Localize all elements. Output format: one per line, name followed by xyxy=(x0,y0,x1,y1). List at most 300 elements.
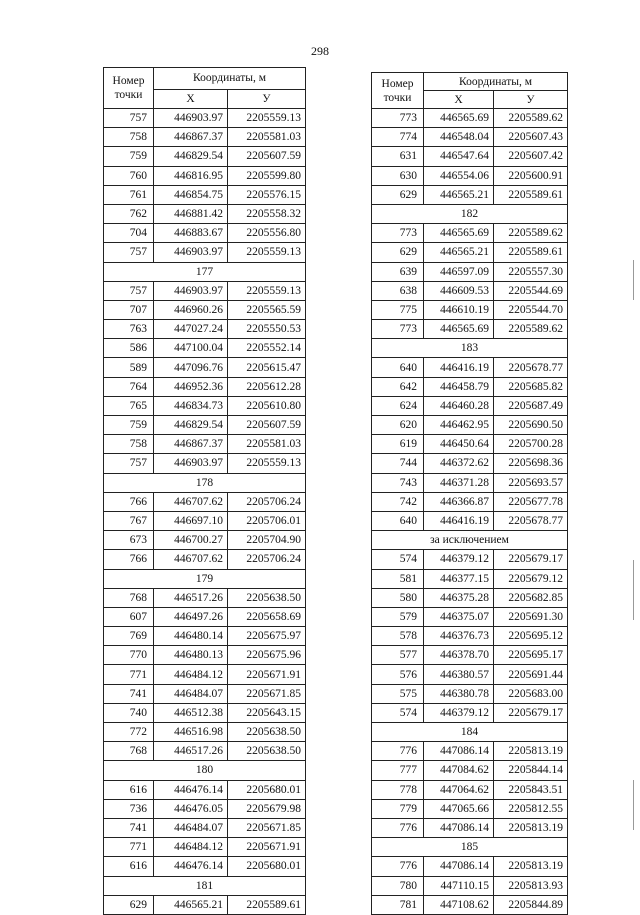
x-coordinate-cell: 446854.75 xyxy=(154,185,228,204)
x-coordinate-cell: 446512.38 xyxy=(154,703,228,722)
x-coordinate-cell: 447084.62 xyxy=(424,761,494,780)
table-row xyxy=(104,396,306,415)
table-row xyxy=(104,723,306,742)
point-number-cell: 629 xyxy=(104,895,154,914)
x-coordinate-cell: 446484.07 xyxy=(154,684,228,703)
page-number: 298 xyxy=(311,44,329,58)
table-row xyxy=(104,109,306,128)
section-label: 178 xyxy=(104,473,306,492)
section-row xyxy=(104,569,306,588)
table-row xyxy=(104,358,306,377)
point-number-cell: 707 xyxy=(104,300,154,319)
table-row xyxy=(372,780,568,799)
x-coordinate-cell: 446476.14 xyxy=(154,857,228,876)
x-coordinate-cell: 446458.79 xyxy=(424,377,494,396)
x-coordinate-cell: 446609.53 xyxy=(424,281,494,300)
y-coordinate-cell: 2205589.61 xyxy=(494,185,568,204)
table-row xyxy=(104,300,306,319)
x-coordinate-cell: 447086.14 xyxy=(424,742,494,761)
table-row xyxy=(104,416,306,435)
x-coordinate-cell: 447086.14 xyxy=(424,857,494,876)
y-coordinate-cell: 2205695.12 xyxy=(494,627,568,646)
y-coordinate-cell: 2205559.13 xyxy=(228,454,306,473)
x-coordinate-cell: 446480.14 xyxy=(154,627,228,646)
y-coordinate-cell: 2205679.12 xyxy=(494,569,568,588)
table-row xyxy=(372,128,568,147)
y-coordinate-cell: 2205700.28 xyxy=(494,435,568,454)
table-row xyxy=(104,185,306,204)
scan-edge-mark xyxy=(633,560,634,620)
x-coordinate-cell: 446834.73 xyxy=(154,396,228,415)
table-row xyxy=(372,492,568,511)
x-coordinate-cell: 447108.62 xyxy=(424,895,494,914)
table-row xyxy=(372,243,568,262)
table-row xyxy=(104,742,306,761)
table-row xyxy=(372,761,568,780)
point-number-cell: 776 xyxy=(372,857,424,876)
table-row xyxy=(104,780,306,799)
x-coordinate-cell: 446881.42 xyxy=(154,204,228,223)
table-row xyxy=(372,511,568,530)
x-coordinate-cell: 446707.62 xyxy=(154,492,228,511)
x-coordinate-cell: 446565.21 xyxy=(424,243,494,262)
table-row xyxy=(104,224,306,243)
y-coordinate-cell: 2205565.59 xyxy=(228,300,306,319)
point-number-cell: 757 xyxy=(104,454,154,473)
section-row xyxy=(372,838,568,857)
y-coordinate-cell: 2205677.78 xyxy=(494,492,568,511)
y-coordinate-cell: 2205581.03 xyxy=(228,128,306,147)
point-number-cell: 619 xyxy=(372,435,424,454)
y-coordinate-cell: 2205658.69 xyxy=(228,607,306,626)
table-row xyxy=(372,147,568,166)
point-number-cell: 768 xyxy=(104,742,154,761)
point-number-cell: 576 xyxy=(372,665,424,684)
table-row xyxy=(104,550,306,569)
x-coordinate-cell: 446379.12 xyxy=(424,550,494,569)
x-coordinate-cell: 446377.15 xyxy=(424,569,494,588)
x-coordinate-cell: 446484.07 xyxy=(154,818,228,837)
x-coordinate-cell: 446867.37 xyxy=(154,435,228,454)
coordinates-table-right xyxy=(371,72,568,915)
point-number-cell: 776 xyxy=(372,818,424,837)
y-coordinate-cell: 2205589.62 xyxy=(494,320,568,339)
y-coordinate-cell: 2205680.01 xyxy=(228,857,306,876)
x-coordinate-cell: 447064.62 xyxy=(424,780,494,799)
x-coordinate-cell: 447086.14 xyxy=(424,818,494,837)
y-coordinate-cell: 2205599.80 xyxy=(228,166,306,185)
point-number-cell: 780 xyxy=(372,876,424,895)
y-coordinate-cell: 2205600.91 xyxy=(494,166,568,185)
table-row xyxy=(372,646,568,665)
point-number-cell: 772 xyxy=(104,723,154,742)
point-number-cell: 774 xyxy=(372,128,424,147)
point-number-cell: 673 xyxy=(104,531,154,550)
x-coordinate-cell: 446516.98 xyxy=(154,723,228,742)
table-row xyxy=(372,224,568,243)
y-coordinate-cell: 2205581.03 xyxy=(228,435,306,454)
x-coordinate-cell: 446565.69 xyxy=(424,224,494,243)
point-number-cell: 758 xyxy=(104,128,154,147)
point-number-cell: 768 xyxy=(104,588,154,607)
point-number-cell: 757 xyxy=(104,109,154,128)
point-number-cell: 770 xyxy=(104,646,154,665)
table-row xyxy=(104,377,306,396)
point-number-cell: 773 xyxy=(372,109,424,128)
section-label: 182 xyxy=(372,204,568,223)
point-number-cell: 766 xyxy=(104,492,154,511)
y-coordinate-cell: 2205675.96 xyxy=(228,646,306,665)
table-row xyxy=(104,492,306,511)
y-coordinate-cell: 2205679.98 xyxy=(228,799,306,818)
section-label: 180 xyxy=(104,761,306,780)
point-number-cell: 616 xyxy=(104,780,154,799)
table-row xyxy=(104,281,306,300)
x-coordinate-cell: 446867.37 xyxy=(154,128,228,147)
x-coordinate-cell: 446476.05 xyxy=(154,799,228,818)
x-coordinate-cell: 446476.14 xyxy=(154,780,228,799)
y-coordinate-cell: 2205607.43 xyxy=(494,128,568,147)
table-row xyxy=(104,128,306,147)
point-number-cell: 773 xyxy=(372,320,424,339)
table-row xyxy=(104,147,306,166)
section-label: 179 xyxy=(104,569,306,588)
x-coordinate-cell: 446816.95 xyxy=(154,166,228,185)
y-coordinate-cell: 2205559.13 xyxy=(228,243,306,262)
y-coordinate-cell: 2205679.17 xyxy=(494,703,568,722)
x-coordinate-cell: 446517.26 xyxy=(154,742,228,761)
table-row xyxy=(372,876,568,895)
x-coordinate-cell: 446484.12 xyxy=(154,838,228,857)
y-coordinate-cell: 2205589.61 xyxy=(494,243,568,262)
section-row xyxy=(104,876,306,895)
point-number-cell: 771 xyxy=(104,838,154,857)
y-coordinate-cell: 2205706.01 xyxy=(228,511,306,530)
table-row xyxy=(372,454,568,473)
x-coordinate-cell: 446565.21 xyxy=(424,185,494,204)
y-coordinate-cell: 2205558.32 xyxy=(228,204,306,223)
y-coordinate-cell: 2205813.19 xyxy=(494,857,568,876)
section-label: 181 xyxy=(104,876,306,895)
y-coordinate-cell: 2205638.50 xyxy=(228,742,306,761)
x-coordinate-cell: 446484.12 xyxy=(154,665,228,684)
y-coordinate-cell: 2205690.50 xyxy=(494,416,568,435)
section-row xyxy=(372,204,568,223)
point-number-cell: 742 xyxy=(372,492,424,511)
y-coordinate-cell: 2205607.59 xyxy=(228,147,306,166)
x-coordinate-cell: 446416.19 xyxy=(424,511,494,530)
point-number-cell: 740 xyxy=(104,703,154,722)
y-coordinate-cell: 2205678.77 xyxy=(494,358,568,377)
table-row xyxy=(104,204,306,223)
point-number-cell: 630 xyxy=(372,166,424,185)
y-coordinate-cell: 2205844.14 xyxy=(494,761,568,780)
x-coordinate-cell: 446375.07 xyxy=(424,607,494,626)
y-coordinate-cell: 2205698.36 xyxy=(494,454,568,473)
y-coordinate-cell: 2205615.47 xyxy=(228,358,306,377)
table-row xyxy=(104,588,306,607)
x-coordinate-cell: 446697.10 xyxy=(154,511,228,530)
y-coordinate-cell: 2205682.85 xyxy=(494,588,568,607)
y-coordinate-cell: 2205607.42 xyxy=(494,147,568,166)
table-row xyxy=(104,703,306,722)
table-row xyxy=(372,818,568,837)
y-coordinate-cell: 2205550.53 xyxy=(228,320,306,339)
y-coordinate-cell: 2205607.59 xyxy=(228,416,306,435)
table-row xyxy=(104,435,306,454)
point-number-cell: 781 xyxy=(372,895,424,914)
point-number-cell: 620 xyxy=(372,416,424,435)
x-coordinate-cell: 446366.87 xyxy=(424,492,494,511)
point-number-cell: 778 xyxy=(372,780,424,799)
point-number-cell: 757 xyxy=(104,243,154,262)
table-row xyxy=(372,550,568,569)
table-row xyxy=(104,818,306,837)
x-coordinate-cell: 447096.76 xyxy=(154,358,228,377)
x-coordinate-cell: 446480.13 xyxy=(154,646,228,665)
table-row xyxy=(104,684,306,703)
y-coordinate-cell: 2205589.62 xyxy=(494,224,568,243)
table-row xyxy=(104,665,306,684)
x-coordinate-cell: 446462.95 xyxy=(424,416,494,435)
point-number-cell: 764 xyxy=(104,377,154,396)
y-coordinate-cell: 2205671.91 xyxy=(228,838,306,857)
point-number-cell: 771 xyxy=(104,665,154,684)
table-row xyxy=(372,300,568,319)
point-number-cell: 761 xyxy=(104,185,154,204)
table-row xyxy=(104,627,306,646)
y-coordinate-cell: 2205813.93 xyxy=(494,876,568,895)
point-number-cell: 579 xyxy=(372,607,424,626)
point-number-cell: 607 xyxy=(104,607,154,626)
y-coordinate-cell: 2205671.85 xyxy=(228,684,306,703)
table-body-left xyxy=(104,109,306,915)
table-row xyxy=(372,742,568,761)
x-coordinate-cell: 446450.64 xyxy=(424,435,494,454)
point-number-header: Номер точки xyxy=(104,68,154,109)
x-coordinate-cell: 446829.54 xyxy=(154,416,228,435)
table-row xyxy=(372,281,568,300)
point-number-cell: 757 xyxy=(104,281,154,300)
y-coordinate-cell: 2205559.13 xyxy=(228,281,306,300)
point-number-cell: 631 xyxy=(372,147,424,166)
y-coordinate-cell: 2205680.01 xyxy=(228,780,306,799)
x-coordinate-cell: 446497.26 xyxy=(154,607,228,626)
x-coordinate-cell: 446700.27 xyxy=(154,531,228,550)
point-number-cell: 767 xyxy=(104,511,154,530)
y-coordinate-cell: 2205679.17 xyxy=(494,550,568,569)
point-number-cell: 763 xyxy=(104,320,154,339)
point-number-cell: 744 xyxy=(372,454,424,473)
y-coordinate-cell: 2205544.69 xyxy=(494,281,568,300)
point-number-cell: 760 xyxy=(104,166,154,185)
x-coordinate-cell: 446903.97 xyxy=(154,281,228,300)
table-body-right xyxy=(372,109,568,915)
x-coordinate-cell: 446565.69 xyxy=(424,320,494,339)
point-number-cell: 779 xyxy=(372,799,424,818)
x-coordinate-cell: 446371.28 xyxy=(424,473,494,492)
y-coordinate-cell: 2205683.00 xyxy=(494,684,568,703)
y-coordinate-cell: 2205687.49 xyxy=(494,396,568,415)
y-coordinate-cell: 2205685.82 xyxy=(494,377,568,396)
table-row xyxy=(104,454,306,473)
y-coordinate-cell: 2205693.57 xyxy=(494,473,568,492)
table-row xyxy=(372,262,568,281)
point-number-cell: 736 xyxy=(104,799,154,818)
table-row xyxy=(372,109,568,128)
x-coordinate-cell: 446903.97 xyxy=(154,109,228,128)
point-number-cell: 741 xyxy=(104,684,154,703)
point-number-cell: 616 xyxy=(104,857,154,876)
table-row xyxy=(104,607,306,626)
point-number-cell: 577 xyxy=(372,646,424,665)
section-label: 184 xyxy=(372,723,568,742)
x-coordinate-cell: 446610.19 xyxy=(424,300,494,319)
point-number-cell: 574 xyxy=(372,550,424,569)
x-coordinate-cell: 446548.04 xyxy=(424,128,494,147)
y-coordinate-cell: 2205544.70 xyxy=(494,300,568,319)
x-coordinate-cell: 446565.69 xyxy=(424,109,494,128)
point-number-cell: 773 xyxy=(372,224,424,243)
point-number-cell: 759 xyxy=(104,416,154,435)
section-row xyxy=(104,473,306,492)
point-number-cell: 765 xyxy=(104,396,154,415)
x-coordinate-cell: 446960.26 xyxy=(154,300,228,319)
point-number-cell: 580 xyxy=(372,588,424,607)
x-coordinate-cell: 446372.62 xyxy=(424,454,494,473)
table-row xyxy=(104,511,306,530)
x-header: X xyxy=(424,91,494,109)
point-number-cell: 775 xyxy=(372,300,424,319)
section-row xyxy=(372,723,568,742)
point-number-cell: 639 xyxy=(372,262,424,281)
y-coordinate-cell: 2205671.85 xyxy=(228,818,306,837)
x-coordinate-cell: 446883.67 xyxy=(154,224,228,243)
table-row xyxy=(104,166,306,185)
point-number-cell: 578 xyxy=(372,627,424,646)
scan-edge-mark xyxy=(633,780,634,830)
table-row xyxy=(372,857,568,876)
x-header: X xyxy=(154,89,228,108)
table-row xyxy=(372,569,568,588)
y-coordinate-cell: 2205844.89 xyxy=(494,895,568,914)
y-header: У xyxy=(228,89,306,108)
coordinates-header: Координаты, м xyxy=(424,73,568,91)
y-coordinate-cell: 2205843.51 xyxy=(494,780,568,799)
point-number-cell: 624 xyxy=(372,396,424,415)
x-coordinate-cell: 447100.04 xyxy=(154,339,228,358)
table-row xyxy=(372,396,568,415)
table-row xyxy=(104,838,306,857)
point-number-cell: 575 xyxy=(372,684,424,703)
coordinates-header: Координаты, м xyxy=(154,68,306,90)
y-coordinate-cell: 2205612.28 xyxy=(228,377,306,396)
table-row xyxy=(372,607,568,626)
point-number-cell: 766 xyxy=(104,550,154,569)
point-number-cell: 640 xyxy=(372,511,424,530)
section-row xyxy=(104,761,306,780)
point-number-cell: 743 xyxy=(372,473,424,492)
point-number-cell: 776 xyxy=(372,742,424,761)
x-coordinate-cell: 446380.78 xyxy=(424,684,494,703)
point-number-cell: 589 xyxy=(104,358,154,377)
x-coordinate-cell: 446376.73 xyxy=(424,627,494,646)
section-row xyxy=(372,339,568,358)
section-label: 185 xyxy=(372,838,568,857)
table-row xyxy=(104,646,306,665)
y-coordinate-cell: 2205576.15 xyxy=(228,185,306,204)
table-row xyxy=(372,665,568,684)
table-row xyxy=(372,473,568,492)
table-row xyxy=(372,320,568,339)
y-coordinate-cell: 2205813.19 xyxy=(494,818,568,837)
section-label: 177 xyxy=(104,262,306,281)
point-number-cell: 581 xyxy=(372,569,424,588)
x-coordinate-cell: 446903.97 xyxy=(154,454,228,473)
x-coordinate-cell: 446378.70 xyxy=(424,646,494,665)
point-number-cell: 704 xyxy=(104,224,154,243)
y-coordinate-cell: 2205557.30 xyxy=(494,262,568,281)
point-number-cell: 586 xyxy=(104,339,154,358)
point-number-cell: 741 xyxy=(104,818,154,837)
y-coordinate-cell: 2205638.50 xyxy=(228,588,306,607)
scan-edge-mark xyxy=(633,260,634,300)
y-coordinate-cell: 2205691.44 xyxy=(494,665,568,684)
y-coordinate-cell: 2205691.30 xyxy=(494,607,568,626)
x-coordinate-cell: 446707.62 xyxy=(154,550,228,569)
x-coordinate-cell: 447027.24 xyxy=(154,320,228,339)
y-coordinate-cell: 2205695.17 xyxy=(494,646,568,665)
section-label: за исключением xyxy=(372,531,568,550)
x-coordinate-cell: 446379.12 xyxy=(424,703,494,722)
table-row xyxy=(372,377,568,396)
point-number-cell: 629 xyxy=(372,185,424,204)
y-coordinate-cell: 2205638.50 xyxy=(228,723,306,742)
section-row xyxy=(372,531,568,550)
y-header: У xyxy=(494,91,568,109)
y-coordinate-cell: 2205678.77 xyxy=(494,511,568,530)
point-number-cell: 640 xyxy=(372,358,424,377)
x-coordinate-cell: 446460.28 xyxy=(424,396,494,415)
y-coordinate-cell: 2205589.62 xyxy=(494,109,568,128)
point-number-cell: 769 xyxy=(104,627,154,646)
table-row xyxy=(372,185,568,204)
y-coordinate-cell: 2205589.61 xyxy=(228,895,306,914)
y-coordinate-cell: 2205704.90 xyxy=(228,531,306,550)
table-row xyxy=(104,320,306,339)
x-coordinate-cell: 446554.06 xyxy=(424,166,494,185)
table-row xyxy=(104,799,306,818)
x-coordinate-cell: 446597.09 xyxy=(424,262,494,281)
y-coordinate-cell: 2205706.24 xyxy=(228,492,306,511)
x-coordinate-cell: 446829.54 xyxy=(154,147,228,166)
point-number-cell: 629 xyxy=(372,243,424,262)
y-coordinate-cell: 2205610.80 xyxy=(228,396,306,415)
y-coordinate-cell: 2205643.15 xyxy=(228,703,306,722)
y-coordinate-cell: 2205559.13 xyxy=(228,109,306,128)
point-number-cell: 777 xyxy=(372,761,424,780)
table-row xyxy=(372,435,568,454)
y-coordinate-cell: 2205552.14 xyxy=(228,339,306,358)
table-row xyxy=(104,857,306,876)
point-number-cell: 638 xyxy=(372,281,424,300)
table-row xyxy=(372,799,568,818)
x-coordinate-cell: 446547.64 xyxy=(424,147,494,166)
y-coordinate-cell: 2205671.91 xyxy=(228,665,306,684)
point-number-cell: 759 xyxy=(104,147,154,166)
x-coordinate-cell: 446952.36 xyxy=(154,377,228,396)
x-coordinate-cell: 446380.57 xyxy=(424,665,494,684)
